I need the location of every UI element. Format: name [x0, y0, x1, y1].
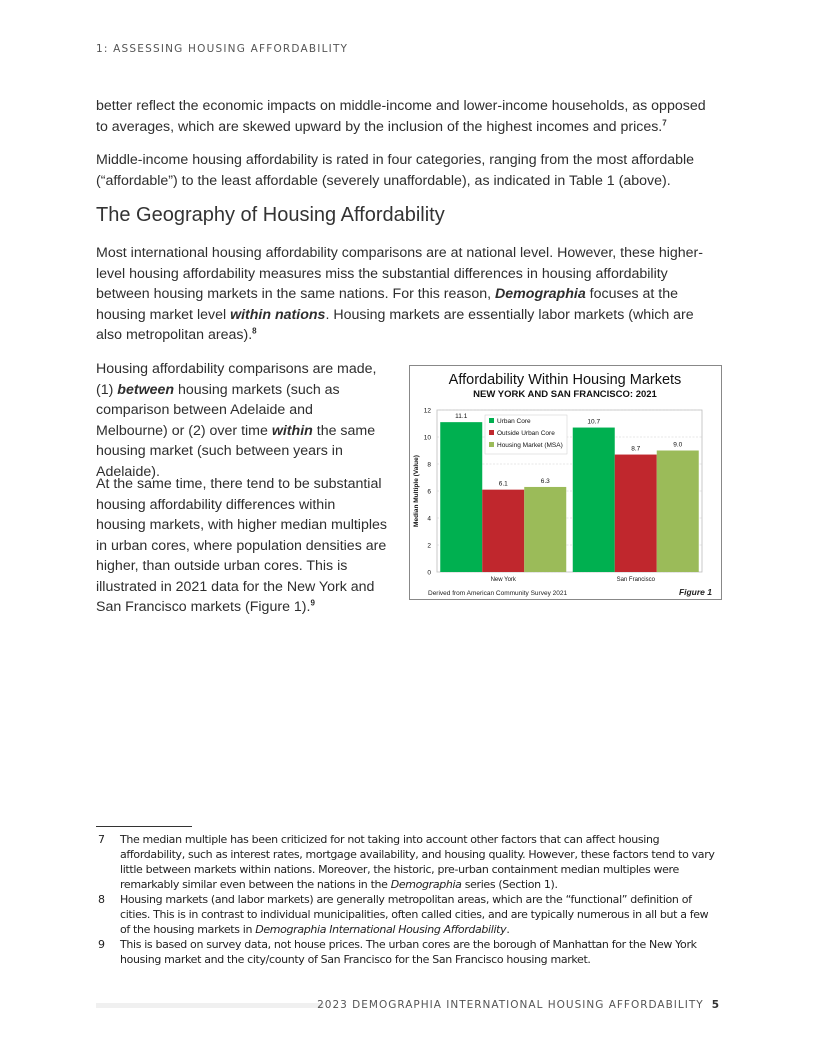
chart-title: Affordability Within Housing Markets: [448, 372, 682, 388]
chart-subtitle: NEW YORK AND SAN FRANCISCO: 2021: [473, 389, 657, 400]
legend-swatch: [489, 418, 494, 423]
paragraph-3: [96, 243, 721, 346]
p4-within: within: [271, 422, 313, 439]
bar: [482, 490, 524, 572]
footnote-number: 7: [98, 833, 105, 846]
y-tick-label: 4: [427, 515, 431, 523]
bar-value-label: 6.1: [498, 480, 508, 488]
legend-swatch: [489, 430, 494, 435]
p4-between: between: [117, 381, 175, 398]
footnote-ref-7[interactable]: 7: [662, 117, 667, 127]
page-number: 5: [711, 999, 720, 1011]
page-footer: [317, 999, 720, 1011]
figure-label: Figure 1: [678, 587, 712, 597]
bar: [615, 455, 657, 572]
running-head: 1: ASSESSING HOUSING AFFORDABILITY: [96, 43, 349, 55]
legend-entry: Housing Market (MSA): [497, 442, 563, 449]
y-axis-label: Median Multiple (Value): [413, 455, 420, 527]
bar-value-label: 6.3: [540, 477, 550, 485]
y-tick-label: 8: [427, 461, 431, 469]
y-tick-label: 10: [423, 434, 431, 442]
footer-bar: [96, 1003, 324, 1008]
footnote-9: [96, 937, 721, 967]
paragraph-4: [96, 359, 388, 482]
bar-value-label: 9.0: [673, 441, 683, 449]
footnote-text: This is based on survey data, not house prices. The urban cores are the borough of Manhattan for the New York housing market and the city/county of San Francisco for the San Francisco housing market.: [120, 938, 697, 966]
section-heading: The Geography of Housing Affordability: [96, 204, 445, 226]
footnote-7: [96, 832, 721, 892]
footnote-rule: [96, 826, 192, 827]
bar: [440, 422, 482, 572]
x-tick-label: San Francisco: [616, 577, 655, 583]
bar: [524, 487, 566, 572]
y-tick-label: 6: [427, 488, 431, 496]
bar-value-label: 11.1: [455, 413, 468, 421]
footnotes: [96, 832, 721, 967]
bar: [573, 428, 615, 572]
footnote-number: 8: [98, 893, 105, 906]
paragraph-2: Middle-income housing affordability is rated in four categories, ranging from the most affordable (“affordable”) to the least affordable (severely unaffordable), as indicated in Table 1 (above).: [96, 152, 695, 189]
paragraph-5: [96, 474, 388, 618]
bar-value-label: 10.7: [587, 418, 601, 426]
legend-entry: Outside Urban Core: [497, 430, 555, 437]
paragraph-1: [96, 96, 721, 137]
bar-value-label: 8.7: [631, 445, 641, 453]
p4-text-c: housing markets (such as comparison between Adelaide and Melbourne) or (2) over time: [96, 381, 340, 439]
legend-entry: Urban Core: [497, 418, 531, 425]
footnote-text: Housing markets (and labor markets) are generally metropolitan areas, which are the “functional” definition of cities. This is in contrast to individual municipalities, often called cities, and are typically numerous in all but a few of the housing markets in: [120, 893, 709, 936]
p3-demographia: Demographia: [495, 286, 586, 302]
figure-1: [409, 365, 722, 600]
footnote-number: 9: [98, 938, 105, 951]
paragraph-1-text: better reflect the economic impacts on middle-income and lower-income households, as opposed to averages, which are skewed upward by the inclusion of the highest incomes and prices.: [96, 98, 706, 135]
p3-text-e: . Housing markets are essentially labor markets (which are also metropolitan areas).: [96, 306, 694, 343]
p3-text-a: Most international housing affordability comparisons are at national level. However, these higher-level housing affordability measures miss the substantial differences in housing affordability between housing markets in the same nations. For this reason,: [96, 245, 703, 302]
bar-chart: [410, 366, 721, 599]
footnote-text: Demographia International Housing Affordability: [255, 923, 507, 936]
footnote-ref-8[interactable]: 8: [252, 326, 257, 336]
bar: [657, 451, 699, 573]
p4-text-a: Housing affordability comparisons are made, (1): [96, 361, 377, 398]
footnote-text: Demographia: [390, 878, 462, 891]
footnote-text: .: [506, 923, 510, 936]
y-tick-label: 12: [423, 407, 431, 415]
p4-text-e: the same housing market (such between years in Adelaide).: [96, 422, 376, 480]
footnote-text: The median multiple has been criticized for not taking into account other factors that can affect housing affordability, such as interest rates, mortgage availability, and housing quality. However, these factors tend to vary little between markets within nations. Moreover, the historic, pre-urban containment median multiples were remarkably similar even between the nations in the: [120, 833, 715, 891]
figure-source: Derived from American Community Survey 2021: [428, 590, 568, 597]
p3-text-c: focuses at the housing market level: [96, 286, 678, 323]
p5-text: At the same time, there tend to be substantial housing affordability differences within housing markets, with higher median multiples in urban cores, where population densities are higher, than outside urban cores. This is illustrated in 2021 data for the New York and San Francisco markets (Figure 1).: [96, 476, 387, 615]
y-tick-label: 0: [427, 569, 431, 577]
footnote-ref-9[interactable]: 9: [310, 598, 315, 608]
footnote-8: [96, 892, 721, 937]
p3-within-nations: within nations: [230, 306, 326, 323]
footnote-text: series (Section 1).: [461, 878, 558, 891]
footer-title: 2023 DEMOGRAPHIA INTERNATIONAL HOUSING AFFORDABILITY: [317, 999, 704, 1011]
x-tick-label: New York: [490, 577, 516, 583]
y-tick-label: 2: [427, 542, 431, 550]
legend-swatch: [489, 442, 494, 447]
